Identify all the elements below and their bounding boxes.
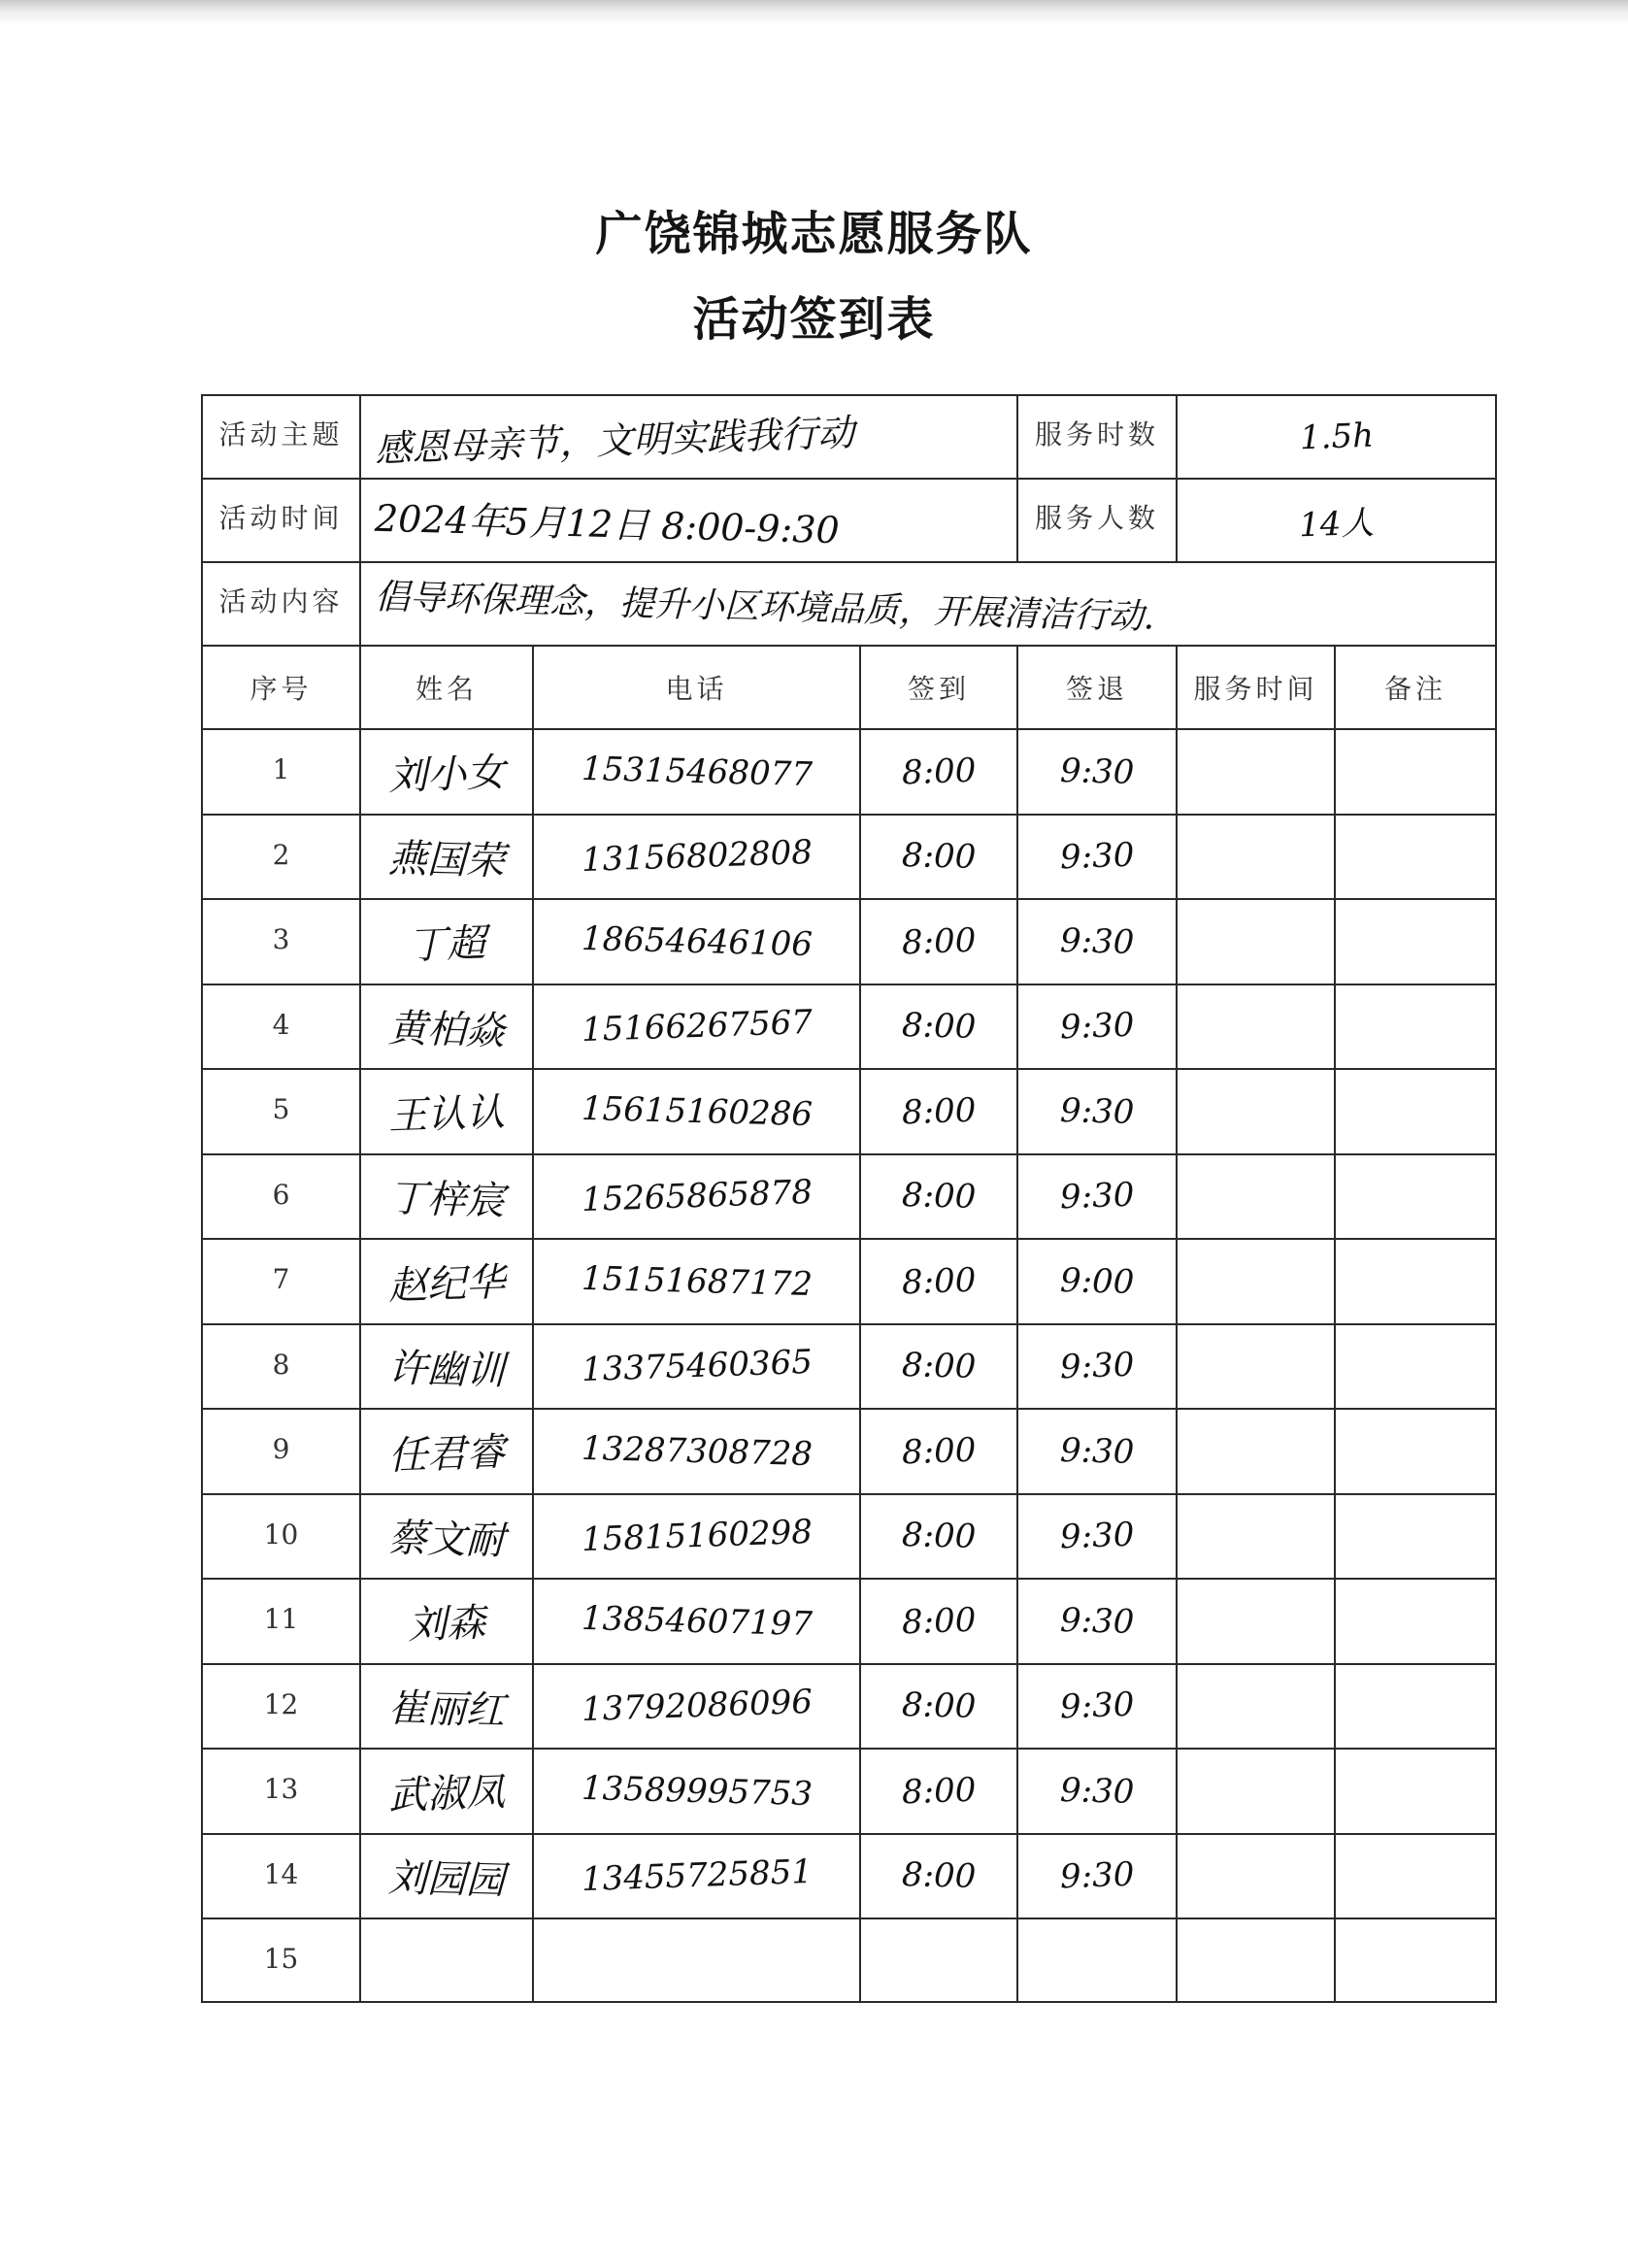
row-phone bbox=[533, 1239, 860, 1324]
row-phone-text: 13589995753 bbox=[581, 1768, 813, 1814]
row-phone bbox=[533, 1409, 860, 1494]
row-phone-text: 15615160286 bbox=[581, 1088, 813, 1134]
col-header-seq: 序号 bbox=[202, 646, 360, 729]
row-sign-in-text: 8:00 bbox=[901, 1516, 977, 1557]
row-seq: 12 bbox=[202, 1664, 360, 1750]
row-name bbox=[360, 815, 533, 900]
row-service-time bbox=[1177, 729, 1335, 815]
theme-label: 活动主题 bbox=[202, 395, 360, 479]
row-sign-out bbox=[1017, 984, 1177, 1070]
row-sign-out bbox=[1017, 1324, 1177, 1410]
table-row bbox=[202, 729, 1496, 815]
row-sign-in bbox=[860, 1409, 1017, 1494]
row-phone-text: 13287308728 bbox=[581, 1428, 813, 1474]
row-service-time bbox=[1177, 1494, 1335, 1580]
time-row bbox=[202, 479, 1496, 562]
row-sign-in-text: 8:00 bbox=[901, 1090, 977, 1133]
row-seq: 10 bbox=[202, 1494, 360, 1580]
row-phone bbox=[533, 815, 860, 900]
hours-value-text: 1.5h bbox=[1298, 416, 1375, 458]
row-sign-out bbox=[1017, 1409, 1177, 1494]
row-note bbox=[1335, 1494, 1496, 1580]
row-note bbox=[1335, 1324, 1496, 1410]
row-seq: 3 bbox=[202, 899, 360, 984]
row-service-time bbox=[1177, 1749, 1335, 1834]
row-sign-in bbox=[860, 1239, 1017, 1324]
row-sign-in-text: 8:00 bbox=[901, 1600, 977, 1643]
row-name bbox=[360, 984, 533, 1070]
row-sign-in-text: 8:00 bbox=[901, 1006, 977, 1048]
row-name-text: 任君睿 bbox=[387, 1430, 506, 1480]
row-name-text: 蔡文耐 bbox=[387, 1516, 506, 1564]
row-note bbox=[1335, 1154, 1496, 1240]
content-row bbox=[202, 562, 1496, 646]
row-name bbox=[360, 1324, 533, 1410]
col-header-service-time: 服务时间 bbox=[1177, 646, 1335, 729]
row-sign-out-text: 9:30 bbox=[1059, 1005, 1135, 1048]
row-seq: 2 bbox=[202, 815, 360, 900]
scan-edge-shadow bbox=[0, 0, 1628, 25]
row-sign-in bbox=[860, 729, 1017, 815]
row-sign-out-text: 9:30 bbox=[1059, 1090, 1135, 1132]
row-sign-out bbox=[1017, 729, 1177, 815]
table-row bbox=[202, 899, 1496, 984]
row-name bbox=[360, 1918, 533, 2002]
row-sign-in bbox=[860, 815, 1017, 900]
col-header-phone: 电话 bbox=[533, 646, 860, 729]
row-phone bbox=[533, 1834, 860, 1919]
row-phone-text: 13792086096 bbox=[580, 1683, 814, 1730]
row-sign-out-text: 9:30 bbox=[1059, 1600, 1135, 1642]
row-phone bbox=[533, 1918, 860, 2002]
row-seq: 15 bbox=[202, 1918, 360, 2002]
row-service-time bbox=[1177, 1324, 1335, 1410]
col-header-sign-in: 签到 bbox=[860, 646, 1017, 729]
row-phone bbox=[533, 1494, 860, 1580]
row-phone-text: 13375460365 bbox=[580, 1343, 814, 1390]
row-sign-out bbox=[1017, 1154, 1177, 1240]
row-sign-in-text: 8:00 bbox=[901, 1176, 977, 1217]
row-service-time bbox=[1177, 1664, 1335, 1750]
row-service-time bbox=[1177, 1154, 1335, 1240]
row-name-text: 丁超 bbox=[407, 920, 486, 969]
theme-value-text: 感恩母亲节，文明实践我行动 bbox=[374, 410, 855, 471]
time-value bbox=[360, 479, 1017, 562]
table-row bbox=[202, 1749, 1496, 1834]
row-phone-text: 15315468077 bbox=[581, 749, 813, 794]
row-service-time bbox=[1177, 1834, 1335, 1919]
row-sign-in bbox=[860, 984, 1017, 1070]
row-service-time bbox=[1177, 899, 1335, 984]
row-sign-out-text: 9:30 bbox=[1059, 1515, 1135, 1557]
row-note bbox=[1335, 1579, 1496, 1664]
row-sign-out-text: 9:30 bbox=[1059, 1345, 1135, 1387]
row-note bbox=[1335, 899, 1496, 984]
row-sign-out bbox=[1017, 1664, 1177, 1750]
row-sign-in-text: 8:00 bbox=[901, 1260, 977, 1303]
col-header-name: 姓名 bbox=[360, 646, 533, 729]
row-sign-out-text: 9:30 bbox=[1059, 1684, 1135, 1727]
row-name-text: 黄柏焱 bbox=[387, 1006, 506, 1054]
row-name-text: 武淑凤 bbox=[387, 1770, 506, 1819]
row-phone bbox=[533, 729, 860, 815]
people-label: 服务人数 bbox=[1017, 479, 1177, 562]
row-sign-out bbox=[1017, 815, 1177, 900]
row-sign-in bbox=[860, 899, 1017, 984]
row-sign-out bbox=[1017, 1069, 1177, 1154]
hours-label: 服务时数 bbox=[1017, 395, 1177, 479]
theme-row bbox=[202, 395, 1496, 479]
sign-in-table bbox=[201, 394, 1497, 2003]
row-sign-out bbox=[1017, 1494, 1177, 1580]
row-sign-in bbox=[860, 1918, 1017, 2002]
row-sign-in-text: 8:00 bbox=[901, 1855, 977, 1897]
time-value-text: 2024年5月12日 8:00-9:30 bbox=[374, 496, 841, 551]
row-seq: 8 bbox=[202, 1324, 360, 1410]
row-service-time bbox=[1177, 815, 1335, 900]
row-sign-out bbox=[1017, 1834, 1177, 1919]
people-value bbox=[1177, 479, 1496, 562]
row-sign-in-text: 8:00 bbox=[901, 1770, 977, 1813]
row-note bbox=[1335, 1749, 1496, 1834]
row-name bbox=[360, 729, 533, 815]
table-row bbox=[202, 984, 1496, 1070]
row-note bbox=[1335, 1239, 1496, 1324]
row-phone-text: 15166267567 bbox=[580, 1003, 814, 1051]
row-name-text: 刘园园 bbox=[387, 1855, 506, 1904]
row-note bbox=[1335, 1834, 1496, 1919]
row-sign-out-text: 9:30 bbox=[1059, 835, 1135, 878]
row-seq: 11 bbox=[202, 1579, 360, 1664]
row-name bbox=[360, 1834, 533, 1919]
row-note bbox=[1335, 1069, 1496, 1154]
row-name bbox=[360, 1069, 533, 1154]
row-sign-in-text: 8:00 bbox=[901, 750, 977, 793]
table-row bbox=[202, 815, 1496, 900]
page-subtitle: 活动签到表 bbox=[692, 292, 936, 347]
col-header-note: 备注 bbox=[1335, 646, 1496, 729]
row-phone bbox=[533, 1154, 860, 1240]
row-name-text: 许幽训 bbox=[387, 1346, 506, 1394]
row-seq: 6 bbox=[202, 1154, 360, 1240]
row-sign-in-text: 8:00 bbox=[901, 836, 977, 878]
row-phone bbox=[533, 1324, 860, 1410]
hours-value bbox=[1177, 395, 1496, 479]
row-name-text: 燕国荣 bbox=[387, 836, 506, 884]
row-note bbox=[1335, 984, 1496, 1070]
theme-value bbox=[360, 395, 1017, 479]
row-name bbox=[360, 1749, 533, 1834]
row-service-time bbox=[1177, 1069, 1335, 1154]
row-phone-text: 15151687172 bbox=[581, 1258, 813, 1304]
table-row bbox=[202, 1324, 1496, 1410]
table-row bbox=[202, 1154, 1496, 1240]
table-row bbox=[202, 1409, 1496, 1494]
row-sign-in bbox=[860, 1154, 1017, 1240]
table-row bbox=[202, 1579, 1496, 1664]
row-sign-out-text: 9:30 bbox=[1059, 1175, 1135, 1217]
table-row bbox=[202, 1069, 1496, 1154]
row-sign-in-text: 8:00 bbox=[901, 1685, 977, 1727]
row-name-text: 王认认 bbox=[387, 1090, 506, 1140]
row-sign-in bbox=[860, 1834, 1017, 1919]
table-row bbox=[202, 1918, 1496, 2002]
table-row bbox=[202, 1239, 1496, 1324]
row-sign-in bbox=[860, 1664, 1017, 1750]
row-phone-text: 13156802808 bbox=[580, 833, 814, 881]
row-phone bbox=[533, 1664, 860, 1750]
row-note bbox=[1335, 815, 1496, 900]
row-seq: 7 bbox=[202, 1239, 360, 1324]
row-sign-in-text: 8:00 bbox=[901, 1430, 977, 1473]
row-name bbox=[360, 1579, 533, 1664]
row-name-text: 刘森 bbox=[407, 1600, 486, 1649]
row-sign-out-text: 9:00 bbox=[1059, 1260, 1135, 1302]
row-sign-in bbox=[860, 1749, 1017, 1834]
row-service-time bbox=[1177, 984, 1335, 1070]
row-note bbox=[1335, 1409, 1496, 1494]
row-sign-in bbox=[860, 1494, 1017, 1580]
row-name bbox=[360, 1409, 533, 1494]
row-seq: 13 bbox=[202, 1749, 360, 1834]
row-phone bbox=[533, 1579, 860, 1664]
row-name bbox=[360, 1154, 533, 1240]
row-phone-text: 15815160298 bbox=[580, 1513, 814, 1560]
row-sign-out bbox=[1017, 1749, 1177, 1834]
column-header-row bbox=[202, 646, 1496, 729]
row-phone bbox=[533, 984, 860, 1070]
row-sign-out-text: 9:30 bbox=[1059, 1770, 1135, 1812]
row-note bbox=[1335, 1918, 1496, 2002]
row-sign-out bbox=[1017, 1579, 1177, 1664]
row-phone-text: 13455725851 bbox=[580, 1852, 814, 1900]
row-phone bbox=[533, 1749, 860, 1834]
table-row bbox=[202, 1834, 1496, 1919]
row-seq: 1 bbox=[202, 729, 360, 815]
row-seq: 4 bbox=[202, 984, 360, 1070]
row-name-text: 崔丽红 bbox=[387, 1685, 506, 1734]
table-row bbox=[202, 1494, 1496, 1580]
row-phone bbox=[533, 899, 860, 984]
row-sign-out-text: 9:30 bbox=[1059, 920, 1135, 962]
row-sign-out bbox=[1017, 1918, 1177, 2002]
row-phone-text: 15265865878 bbox=[580, 1173, 814, 1220]
row-sign-in bbox=[860, 1324, 1017, 1410]
people-value-text: 14人 bbox=[1298, 503, 1375, 545]
row-sign-in bbox=[860, 1069, 1017, 1154]
row-sign-out-text: 9:30 bbox=[1059, 1430, 1135, 1472]
row-sign-in-text: 8:00 bbox=[901, 1346, 977, 1387]
col-header-sign-out: 签退 bbox=[1017, 646, 1177, 729]
row-sign-in-text: 8:00 bbox=[901, 920, 977, 963]
row-note bbox=[1335, 1664, 1496, 1750]
row-note bbox=[1335, 729, 1496, 815]
page-title: 广饶锦城志愿服务队 bbox=[595, 207, 1033, 261]
row-service-time bbox=[1177, 1239, 1335, 1324]
row-seq: 9 bbox=[202, 1409, 360, 1494]
content-value-text: 倡导环保理念，提升小区环境品质，开展清洁行动. bbox=[374, 576, 1155, 638]
row-sign-out-text: 9:30 bbox=[1059, 1854, 1135, 1897]
content-value bbox=[360, 562, 1496, 646]
row-service-time bbox=[1177, 1579, 1335, 1664]
row-name-text: 赵纪华 bbox=[387, 1260, 506, 1310]
row-seq: 5 bbox=[202, 1069, 360, 1154]
row-sign-out bbox=[1017, 1239, 1177, 1324]
row-sign-out bbox=[1017, 899, 1177, 984]
row-name bbox=[360, 1239, 533, 1324]
row-sign-out-text: 9:30 bbox=[1059, 750, 1135, 792]
row-name-text: 丁梓宸 bbox=[387, 1176, 506, 1224]
row-name bbox=[360, 1494, 533, 1580]
time-label: 活动时间 bbox=[202, 479, 360, 562]
table-row bbox=[202, 1664, 1496, 1750]
row-service-time bbox=[1177, 1918, 1335, 2002]
row-phone-text: 13854607197 bbox=[581, 1598, 813, 1644]
row-sign-in bbox=[860, 1579, 1017, 1664]
row-service-time bbox=[1177, 1409, 1335, 1494]
row-phone bbox=[533, 1069, 860, 1154]
row-name bbox=[360, 1664, 533, 1750]
row-name-text: 刘小女 bbox=[387, 750, 506, 800]
row-name bbox=[360, 899, 533, 984]
row-phone-text: 18654646106 bbox=[581, 918, 813, 964]
content-label: 活动内容 bbox=[202, 562, 360, 646]
row-seq: 14 bbox=[202, 1834, 360, 1919]
